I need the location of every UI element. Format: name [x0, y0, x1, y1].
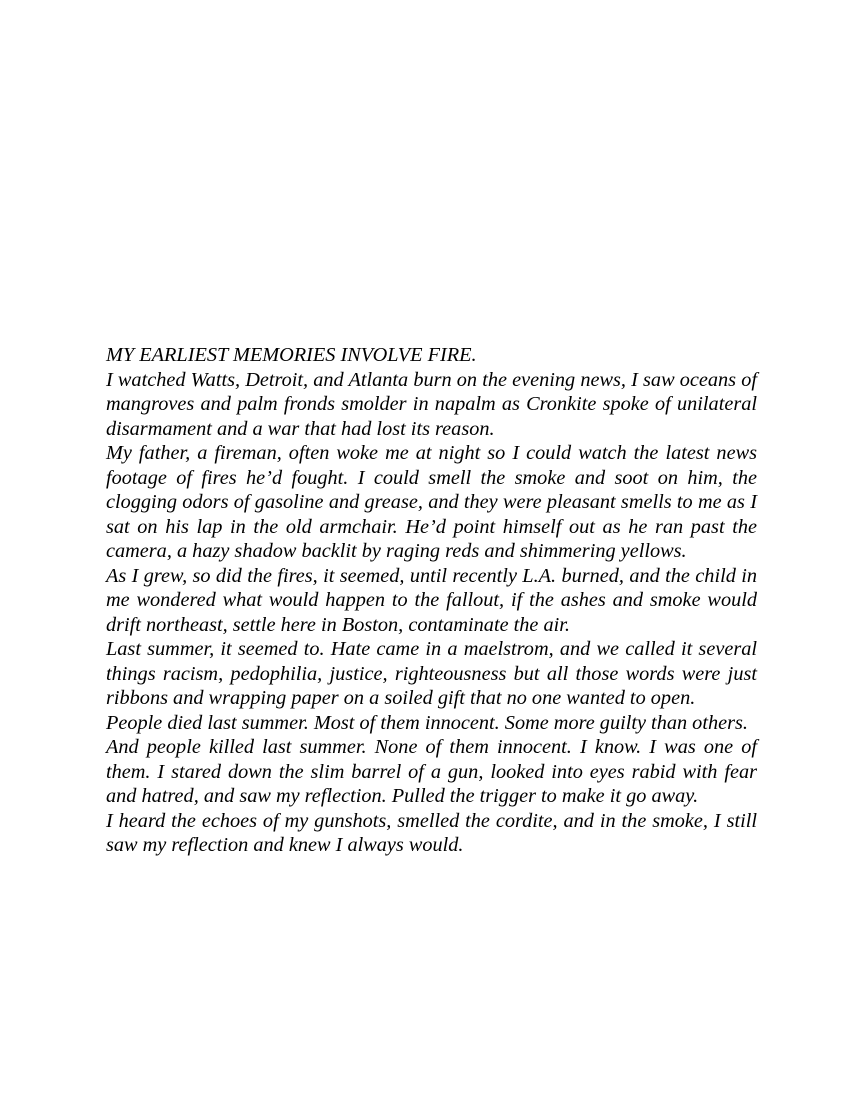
document-heading: MY EARLIEST MEMORIES INVOLVE FIRE.	[106, 344, 477, 366]
paragraph: People died last summer. Most of them innocent. Some more guilty than others.	[106, 711, 748, 734]
paragraph: I heard the echoes of my gunshots, smelled the cordite, and in the smoke, I still saw my reflection and knew I always would.	[106, 809, 757, 856]
paragraph: My father, a fireman, often woke me at night so I could watch the latest news footage of fires he’d fought. I could smell the smoke and soot on him, the clogging odors of gasoline and grease, and they were pleasant smells to me as I sat on his lap in the old armchair. He’d point himself out as he ran past the camera, a hazy shadow backlit by raging reds and shimmering yellows.	[106, 442, 757, 562]
document-page	[106, 343, 757, 858]
paragraph: I watched Watts, Detroit, and Atlanta burn on the evening news, I saw oceans of mangroves and palm fronds smolder in napalm as Cronkite spoke of unilateral disarmament and a war that had lost its reason.	[106, 368, 757, 440]
paragraph: Last summer, it seemed to. Hate came in a maelstrom, and we called it several things racism, pedophilia, justice, righteousness but all those words were just ribbons and wrapping paper on a soiled gift that no one wanted to open.	[106, 638, 757, 709]
paragraph: As I grew, so did the fires, it seemed, until recently L.A. burned, and the child in me wondered what would happen to the fallout, if the ashes and smoke would drift northeast, settle here in Boston, contaminate the air.	[106, 564, 757, 636]
paragraph: And people killed last summer. None of them innocent. I know. I was one of them. I stared down the slim barrel of a gun, looked into eyes rabid with fear and hatred, and saw my reflection. Pulled the trigger to make it go away.	[106, 736, 757, 807]
